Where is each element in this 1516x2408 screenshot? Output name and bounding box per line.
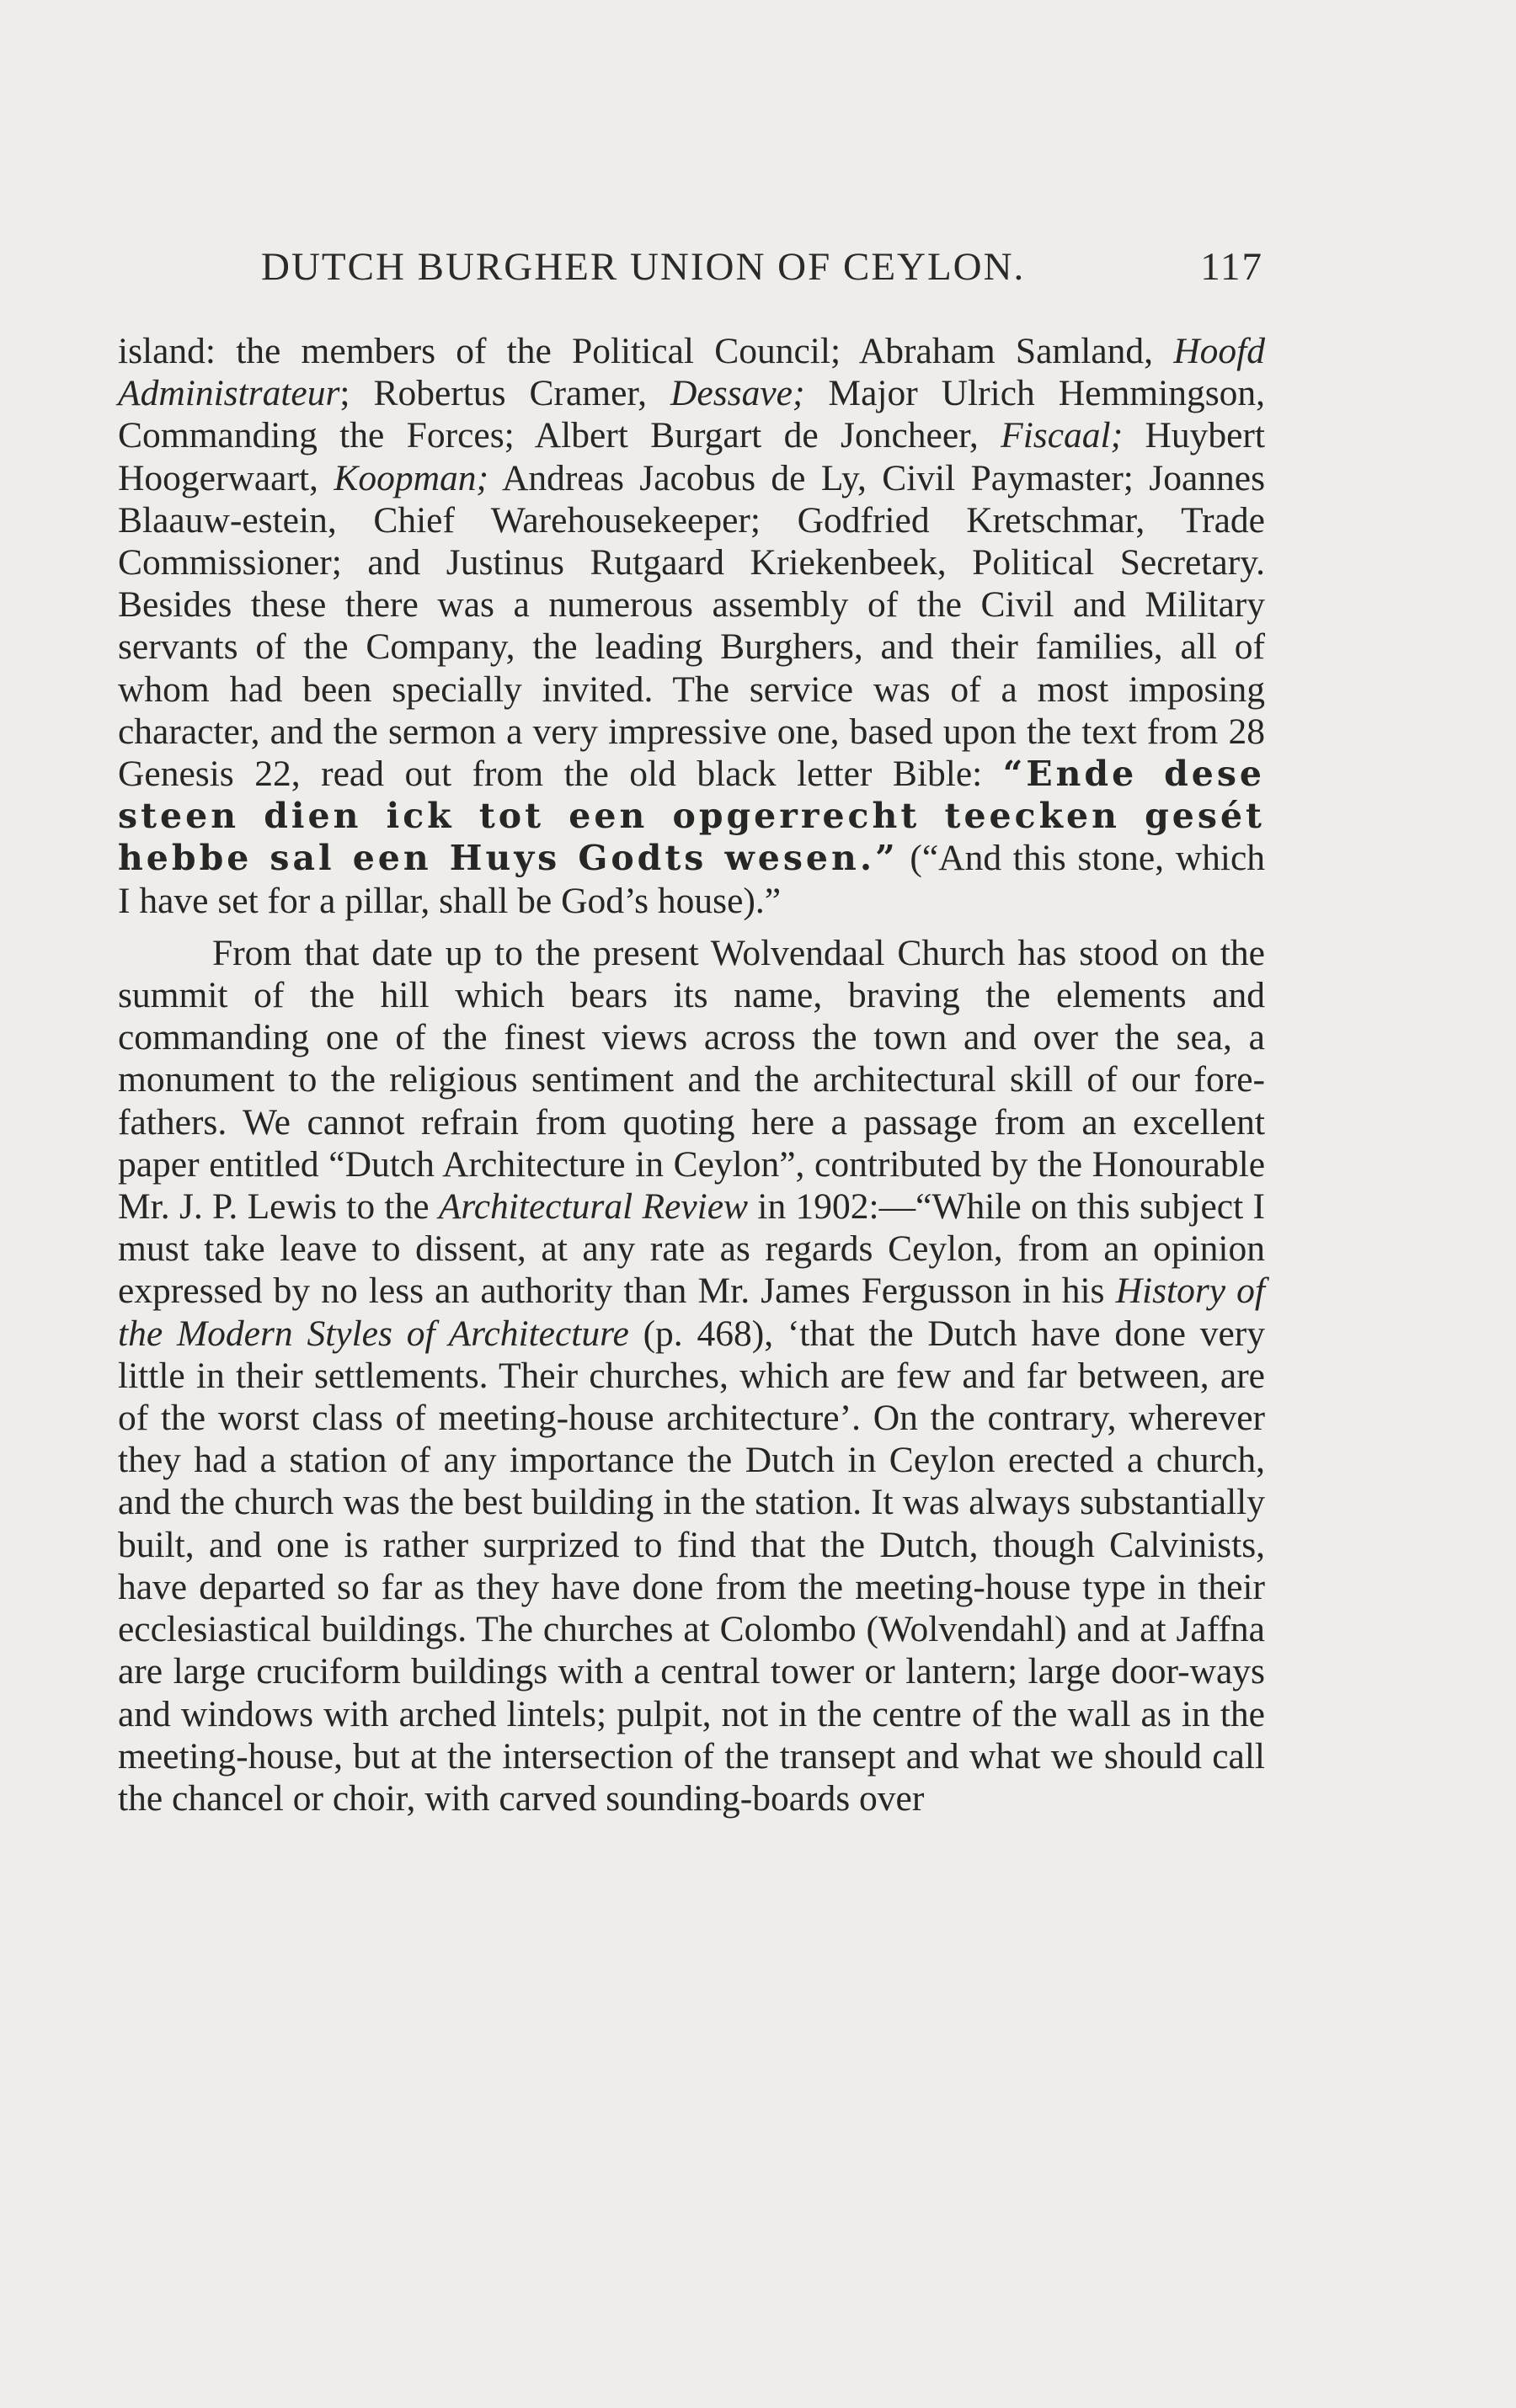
paragraph-1-text-1: island: the members of the Political Council; Abraham Samland, (118, 331, 1174, 371)
blackletter-quotation: “Ende dese steen dien ick tot een opgerrecht teecken gesét hebbe sal een Huys Godts wesen.” (118, 754, 1265, 879)
paragraph-1 (118, 330, 1265, 922)
paragraph-2-italic-2: History of the Modern Styles of Architecture (118, 1271, 1265, 1354)
paragraph-1-italic-1: Hoofd Administrateur (118, 331, 1265, 414)
paragraph-1-text-3: Major Ulrich Hemmingson, Commanding the Forces; Albert Burgart de Joncheer, (118, 373, 1265, 456)
page-header (261, 244, 1263, 295)
paragraph-1-italic-4: Koopman; (334, 457, 488, 498)
paragraph-1-text-6: (“And this stone, which I have set for a pillar, shall be God’s house).” (118, 838, 1266, 921)
running-title: DUTCH BURGHER UNION OF CEYLON. (261, 245, 1026, 289)
paragraph-2 (118, 932, 1265, 1819)
page-number: 117 (1200, 245, 1263, 289)
paragraph-1-italic-2: Dessave; (670, 373, 805, 414)
paragraph-2-text-2: in 1902:—“While on this subject I must take leave to dissent, at any rate as regards Ceylon, from an opinion expressed by no less an authority than Mr. James Fergusson in his (118, 1186, 1265, 1312)
paragraph-1-italic-3: Fiscaal; (1001, 415, 1124, 456)
body-text (118, 330, 1265, 1819)
paragraph-2-italic-1: Architectural Review (438, 1186, 749, 1228)
paragraph-1-text-2: ; Robertus Cramer, (339, 373, 670, 414)
paragraph-2-text-1: From that date up to the present Wolvendaal Church has stood on the summit of the hill which bears its name, braving the elements and commanding one of the finest views across the town and over the sea, a monument to the religious sentiment and the architectural skill of our fore-fathers. We cannot refrain from quoting here a passage from an excellent paper entitled “Dutch Architecture in Ceylon”, contributed by the Honourable Mr. J. P. Lewis to the (118, 932, 1265, 1228)
paragraph-1-text-4: Huybert Hoogerwaart, (118, 415, 1265, 498)
paragraph-2-text-3: (p. 468), ‘that the Dutch have done very little in their settlements. Their churches, which are few and far between, are of the worst class of meeting-house architecture’. On the contrary, wherever they had a station of any importance the Dutch in Ceylon erected a church, and the church was the best building in the station. It was always substantially built, and one is rather surprized to find that the Dutch, though Calvinists, have departed so far as they have done from the meeting-house type in their ecclesiastical buildings. The churches at Colombo (Wolvendahl) and at Jaffna are large cruciform buildings with a central tower or lantern; large door-ways and windows with arched lintels; pulpit, not in the centre of the wall as in the meeting-house, but at the intersection of the transept and what we should call the chancel or choir, with carved sounding-boards over (118, 1313, 1265, 1819)
paragraph-1-text-5: Andreas Jacobus de Ly, Civil Paymaster; Joannes Blaauw-estein, Chief Warehousekeeper; Godfried Kretschmar, Trade Commissioner; and Justinus Rutgaard Kriekenbeek, Political Secretary. Besides these there was a numerous assembly of the Civil and Military servants of the Company, the leading Burghers, and their families, all of whom had been specially invited. The service was of a most imposing character, and the sermon a very impressive one, based upon the text from 28 Genesis 22, read out from the old black letter Bible: (118, 457, 1266, 795)
